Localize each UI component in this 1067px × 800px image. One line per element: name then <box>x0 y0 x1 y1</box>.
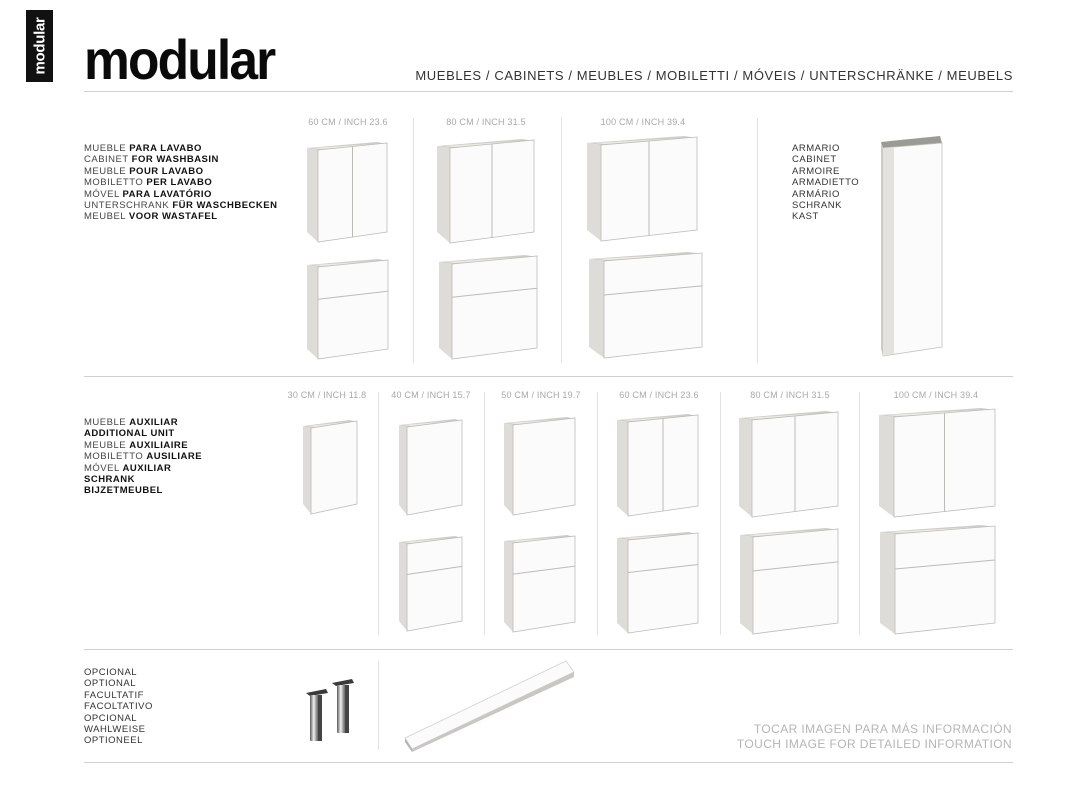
aux-cabinet-50-drawers[interactable] <box>504 534 576 633</box>
aux-cabinet-50-door-drawing <box>504 416 576 516</box>
cabinet-80-drawers-drawing <box>439 254 538 360</box>
aux-cabinet-60-doors[interactable] <box>617 413 699 517</box>
cabinet-front <box>452 256 537 359</box>
cabinet-front <box>628 533 698 633</box>
aux-cabinet-60-doors-drawing <box>617 413 699 517</box>
column-divider <box>597 392 598 635</box>
cabinet-100-doors-drawing <box>587 135 698 242</box>
brand-tab <box>26 10 53 82</box>
column-divider <box>413 118 414 363</box>
cabinet-side <box>589 259 604 358</box>
optional-labels <box>84 667 153 747</box>
tall-cabinet-drawing <box>880 135 943 359</box>
cabinet-side <box>587 143 601 241</box>
label-line: FACOLTATIVO <box>84 701 153 713</box>
label-line: BIJZETMEUBEL <box>84 485 163 497</box>
armario-labels <box>792 143 859 223</box>
cabinet-100-drawers[interactable] <box>589 251 703 359</box>
cabinet-front <box>513 418 575 515</box>
cabinet-60-drawers[interactable] <box>307 258 389 360</box>
chrome-legs-drawing <box>304 679 356 743</box>
cabinet-side <box>399 425 407 515</box>
label-line: MEUBLE POUR LAVABO <box>84 165 204 177</box>
cabinet-100-doors[interactable] <box>587 135 698 242</box>
size-label-100: 100 CM / INCH 39.4 <box>600 117 686 127</box>
section-divider-1 <box>84 376 1013 377</box>
aux-cabinet-50-drawers-drawing <box>504 534 576 633</box>
size-label-100: 100 CM / INCH 39.4 <box>893 390 979 400</box>
cabinet-60-doors[interactable] <box>307 141 388 243</box>
label-line: MUEBLE AUXILIAR <box>84 417 179 428</box>
label-line: MOBILETTO PER LAVABO <box>84 177 213 189</box>
column-divider <box>561 118 562 363</box>
aux-cabinet-30-drawing <box>303 419 358 515</box>
label-line: ARMARIO <box>792 143 840 154</box>
aux-cabinet-60-drawers-drawing <box>617 531 699 634</box>
footer-divider <box>84 762 1013 763</box>
section-divider-2 <box>84 649 1013 650</box>
aux-cabinet-80-drawers-drawing <box>740 527 839 635</box>
cabinet-side <box>307 265 318 359</box>
label-line: MÓVEL AUXILIAR <box>84 462 172 474</box>
label-line: OPTIONEEL <box>84 735 143 747</box>
label-line: MUEBLE PARA LAVABO <box>84 143 202 154</box>
cabinet-side <box>880 532 895 634</box>
cabinet-100-drawers-drawing <box>589 251 703 359</box>
label-line: MEUBEL VOOR WASTAFEL <box>84 211 218 223</box>
cabinet-80-doors[interactable] <box>437 138 535 244</box>
cabinet-side <box>739 418 752 517</box>
label-line: KAST <box>792 211 819 223</box>
aux-cabinet-40-door-drawing <box>399 418 463 516</box>
auxiliary-labels <box>84 417 202 497</box>
column-divider <box>378 661 379 750</box>
label-line: SCHRANK <box>792 200 842 212</box>
cabinet-side <box>504 541 513 632</box>
size-label-40: 40 CM / INCH 15.7 <box>391 390 471 400</box>
aux-cabinet-100-drawers-drawing <box>880 524 996 635</box>
touch-info-es: TOCAR IMAGEN PARA MÁS INFORMACIÓN <box>753 722 1012 736</box>
header-subtitle: MUEBLES / CABINETS / MEUBLES / MOBILETTI / MÓVEIS / UNTERSCHRÄNKE / MEUBELS <box>415 68 1013 83</box>
touch-info-en: TOUCH IMAGE FOR DETAILED INFORMATION <box>736 736 1012 751</box>
label-line: CABINET FOR WASHBASIN <box>84 154 219 166</box>
label-line: OPTIONAL <box>84 678 137 690</box>
cabinet-side <box>307 148 318 242</box>
cabinet-front <box>513 536 575 632</box>
aux-cabinet-40-drawers-drawing <box>399 535 463 632</box>
label-line: ADDITIONAL UNIT <box>84 428 175 440</box>
aux-cabinet-100-doors-drawing <box>879 407 996 518</box>
size-label-60: 60 CM / INCH 23.6 <box>308 117 388 127</box>
label-line: MEUBLE AUXILIAIRE <box>84 439 189 451</box>
label-line: ARMOIRE <box>792 165 840 177</box>
cabinet-side <box>879 415 894 517</box>
label-line: UNTERSCHRANK FÜR WASCHBECKEN <box>84 200 278 212</box>
cabinet-front <box>407 420 462 515</box>
cabinet-front <box>407 537 462 631</box>
aux-cabinet-80-doors[interactable] <box>739 410 839 518</box>
column-divider <box>720 392 721 635</box>
column-divider <box>484 392 485 635</box>
touch-info <box>737 722 1012 751</box>
size-label-80: 80 CM / INCH 31.5 <box>750 390 830 400</box>
cabinet-side <box>399 542 407 631</box>
label-line: ARMADIETTO <box>792 177 860 189</box>
aux-cabinet-30[interactable] <box>303 419 358 515</box>
aux-cabinet-80-doors-drawing <box>739 410 839 518</box>
aux-cabinet-80-drawers[interactable] <box>740 527 839 635</box>
cabinet-side <box>617 538 628 633</box>
cabinet-front <box>753 529 838 634</box>
cabinet-front <box>604 253 702 358</box>
label-line: WAHLWEISE <box>84 724 146 736</box>
cabinet-side <box>303 426 311 514</box>
cabinet-80-doors-drawing <box>437 138 535 244</box>
cabinet-side <box>617 420 628 516</box>
label-line: MOBILETTO AUSILIARE <box>84 451 203 463</box>
aux-cabinet-50-door[interactable] <box>504 416 576 516</box>
cabinet-front <box>895 526 995 634</box>
countertop-plank[interactable] <box>404 660 576 752</box>
label-line: CABINET <box>792 154 837 166</box>
cabinet-front <box>318 260 388 359</box>
size-label-60: 60 CM / INCH 23.6 <box>619 390 699 400</box>
cabinet-side <box>504 423 513 515</box>
label-line: ARMÁRIO <box>792 188 840 200</box>
countertop-plank-drawing <box>404 660 576 752</box>
washbasin-labels <box>84 143 277 223</box>
aux-cabinet-40-door[interactable] <box>399 418 463 516</box>
size-label-30: 30 CM / INCH 11.8 <box>287 390 367 400</box>
header-divider <box>84 91 1013 92</box>
aux-cabinet-40-drawers[interactable] <box>399 535 463 632</box>
size-label-80: 80 CM / INCH 31.5 <box>446 117 526 127</box>
aux-cabinet-60-drawers[interactable] <box>617 531 699 634</box>
cabinet-side <box>439 262 452 359</box>
cabinet-80-drawers[interactable] <box>439 254 538 360</box>
label-line: OPCIONAL <box>84 712 138 724</box>
column-divider <box>757 118 758 363</box>
brand-tab-label: modular <box>31 17 48 75</box>
column-divider <box>378 392 379 635</box>
label-line: FACULTATIF <box>84 689 144 701</box>
chrome-legs[interactable] <box>304 679 356 743</box>
size-label-50: 50 CM / INCH 19.7 <box>501 390 581 400</box>
label-line: MÓVEL PARA LAVATÓRIO <box>84 188 212 200</box>
label-line: SCHRANK <box>84 474 135 486</box>
cabinet-front <box>311 421 357 514</box>
page-title: modular <box>84 28 275 91</box>
cabinet-60-doors-drawing <box>307 141 388 243</box>
tall-cabinet[interactable] <box>880 135 943 359</box>
aux-cabinet-100-drawers[interactable] <box>880 524 996 635</box>
column-divider <box>859 392 860 635</box>
aux-cabinet-100-doors[interactable] <box>879 407 996 518</box>
cabinet-side <box>437 146 450 243</box>
cabinet-side <box>740 535 753 634</box>
cabinet-60-drawers-drawing <box>307 258 389 360</box>
label-line: OPCIONAL <box>84 667 138 678</box>
